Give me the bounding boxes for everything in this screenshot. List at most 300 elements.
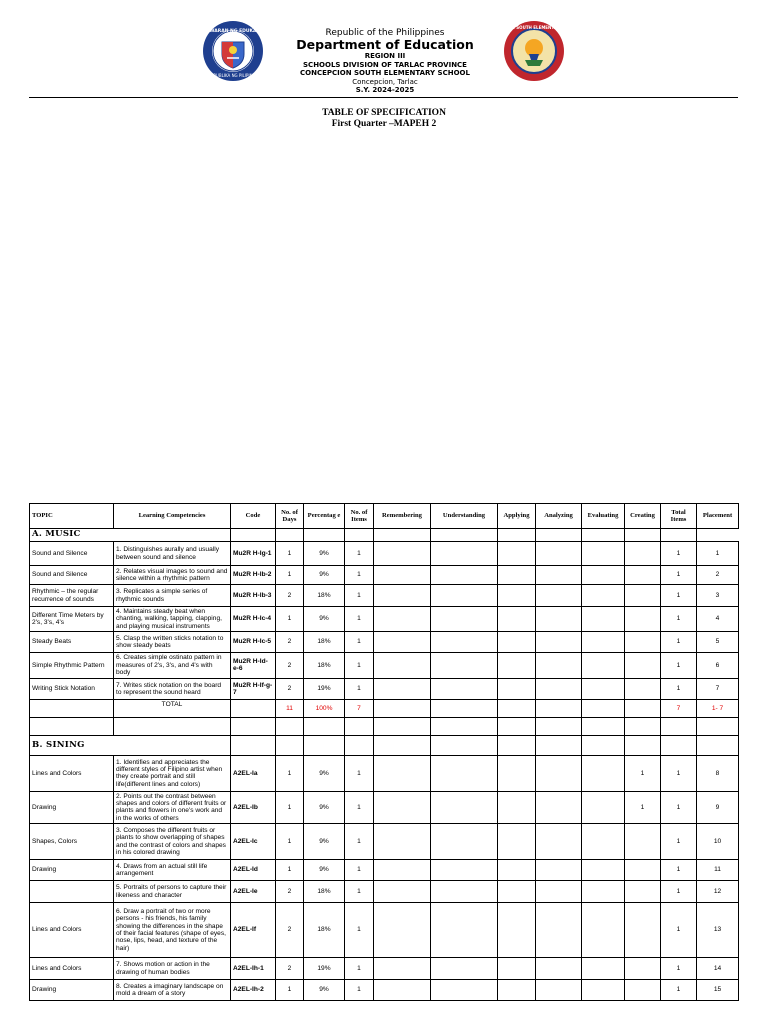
- code-cell: A2EL-Ic: [231, 824, 276, 860]
- items-cell: 1: [345, 542, 374, 566]
- table-row: [30, 652, 739, 678]
- placement-cell: 7: [697, 678, 739, 699]
- code-cell: Mu2R H-Ic-5: [231, 631, 276, 652]
- items-cell: 1: [345, 791, 374, 823]
- table-cell: [498, 755, 536, 791]
- table-row: [30, 566, 739, 585]
- table-cell: [431, 529, 498, 542]
- creating-cell: [625, 980, 661, 1001]
- days-cell: 2: [276, 903, 304, 958]
- svg-text:KAGAWARAN NG EDUKASYON: KAGAWARAN NG EDUKASYON: [195, 29, 271, 34]
- competency-cell: 1. Distinguishes aurally and usually between sound and silence: [114, 542, 231, 566]
- table-cell: [536, 958, 582, 980]
- header-code: Code: [231, 504, 276, 529]
- table-cell: [582, 860, 625, 881]
- percentage-cell: 9%: [304, 860, 345, 881]
- table-cell: [374, 652, 431, 678]
- days-cell: 2: [276, 881, 304, 903]
- table-cell: [374, 566, 431, 585]
- table-row: [30, 881, 739, 903]
- topic-cell: Writing Stick Notation: [30, 678, 114, 699]
- topic-cell: Steady Beats: [30, 631, 114, 652]
- table-cell: [498, 717, 536, 735]
- section-title-arts: B. SINING: [30, 735, 231, 755]
- table-cell: [582, 980, 625, 1001]
- code-cell: Mu2R H-Ib-3: [231, 585, 276, 607]
- percentage-cell: 9%: [304, 607, 345, 632]
- table-cell: [661, 717, 697, 735]
- percentage-cell: 9%: [304, 755, 345, 791]
- school-line: CONCEPCION SOUTH ELEMENTARY SCHOOL: [300, 69, 470, 77]
- days-cell: 2: [276, 652, 304, 678]
- table-cell: [498, 881, 536, 903]
- code-cell: A2EL-Ih-1: [231, 958, 276, 980]
- header-items: No. of Items: [345, 504, 374, 529]
- items-cell: 1: [345, 860, 374, 881]
- table-cell: [431, 860, 498, 881]
- days-cell: 1: [276, 542, 304, 566]
- table-cell: [431, 631, 498, 652]
- items-cell: 1: [345, 903, 374, 958]
- competency-cell: 7. Shows motion or action in the drawing of human bodies: [114, 958, 231, 980]
- creating-cell: 1: [625, 791, 661, 823]
- table-cell: [498, 566, 536, 585]
- placement-cell: 2: [697, 566, 739, 585]
- table-row: [30, 903, 739, 958]
- creating-cell: [625, 631, 661, 652]
- code-cell: A2EL-Ih-2: [231, 980, 276, 1001]
- table-cell: [374, 958, 431, 980]
- topic-cell: Rhythmic – the regular recurrence of sounds: [30, 585, 114, 607]
- republic-line: Republic of the Philippines: [325, 28, 445, 38]
- region-line: REGION III: [364, 52, 406, 60]
- table-cell: [582, 529, 625, 542]
- table-row: [30, 631, 739, 652]
- placement-cell: 12: [697, 881, 739, 903]
- creating-cell: [625, 678, 661, 699]
- total-items-cell: 1: [661, 652, 697, 678]
- table-cell: [374, 980, 431, 1001]
- table-cell: [231, 735, 276, 755]
- percentage-cell: 9%: [304, 542, 345, 566]
- table-cell: [431, 903, 498, 958]
- table-cell: [345, 735, 374, 755]
- days-cell: 2: [276, 585, 304, 607]
- table-cell: [582, 824, 625, 860]
- table-cell: [498, 607, 536, 632]
- placement-cell: 14: [697, 958, 739, 980]
- table-cell: [431, 607, 498, 632]
- table-row: [30, 607, 739, 632]
- header-remembering: Remembering: [374, 504, 431, 529]
- competency-cell: 3. Replicates a simple series of rhythmic sounds: [114, 585, 231, 607]
- table-cell: [536, 824, 582, 860]
- table-cell: [536, 607, 582, 632]
- table-cell: [498, 824, 536, 860]
- table-cell: [374, 529, 431, 542]
- section-row-arts: [30, 735, 739, 755]
- table-cell: [374, 735, 431, 755]
- table-cell: [498, 631, 536, 652]
- table-cell: [536, 631, 582, 652]
- percentage-cell: 19%: [304, 678, 345, 699]
- creating-cell: 1: [625, 755, 661, 791]
- topic-cell: Simple Rhythmic Pattern: [30, 652, 114, 678]
- table-cell: [498, 678, 536, 699]
- creating-cell: [625, 652, 661, 678]
- total-total-items: 7: [661, 699, 697, 717]
- percentage-cell: 18%: [304, 631, 345, 652]
- header-creating: Creating: [625, 504, 661, 529]
- table-cell: [374, 678, 431, 699]
- table-cell: [498, 652, 536, 678]
- table-cell: [431, 652, 498, 678]
- table-cell: [582, 735, 625, 755]
- table-cell: [374, 585, 431, 607]
- table-cell: [582, 585, 625, 607]
- header-applying: Applying: [498, 504, 536, 529]
- table-cell: [536, 585, 582, 607]
- table-row: [30, 678, 739, 699]
- table-cell: [431, 678, 498, 699]
- table-cell: [276, 735, 304, 755]
- subtitle-line: First Quarter –MAPEH 2: [331, 119, 437, 129]
- table-cell: [498, 542, 536, 566]
- total-placement: 1- 7: [697, 699, 739, 717]
- competency-cell: 1. Identifies and appreciates the different styles of Filipino artist when they create portrait and still life(different lines and colors): [114, 755, 231, 791]
- table-row: [30, 980, 739, 1001]
- table-cell: [431, 735, 498, 755]
- table-cell: [431, 980, 498, 1001]
- code-cell: A2EL-If: [231, 903, 276, 958]
- days-cell: 1: [276, 860, 304, 881]
- topic-cell: Drawing: [30, 791, 114, 823]
- table-cell: [536, 699, 582, 717]
- table-cell: [431, 881, 498, 903]
- table-cell: [30, 717, 114, 735]
- days-cell: 1: [276, 566, 304, 585]
- topic-cell: Different Time Meters by 2's, 3's, 4's: [30, 607, 114, 632]
- table-cell: [231, 699, 276, 717]
- percentage-cell: 9%: [304, 791, 345, 823]
- creating-cell: [625, 860, 661, 881]
- percentage-cell: 18%: [304, 881, 345, 903]
- table-row: [30, 755, 739, 791]
- total-items-cell: 1: [661, 791, 697, 823]
- table-cell: [536, 652, 582, 678]
- total-items-cell: 1: [661, 542, 697, 566]
- table-cell: [374, 755, 431, 791]
- total-row: [30, 699, 739, 717]
- table-cell: [536, 860, 582, 881]
- table-cell: [498, 529, 536, 542]
- table-cell: [582, 958, 625, 980]
- table-cell: [536, 542, 582, 566]
- items-cell: 1: [345, 824, 374, 860]
- letterhead-divider: [29, 97, 738, 98]
- creating-cell: [625, 824, 661, 860]
- days-cell: 1: [276, 824, 304, 860]
- code-cell: Mu2R H-Ib-2: [231, 566, 276, 585]
- table-cell: [582, 652, 625, 678]
- header-total-items: Total Items: [661, 504, 697, 529]
- table-cell: [582, 678, 625, 699]
- table-cell: [625, 699, 661, 717]
- table-cell: [231, 529, 276, 542]
- table-cell: [374, 881, 431, 903]
- percentage-cell: 9%: [304, 824, 345, 860]
- department-line: Department of Education: [296, 37, 474, 52]
- table-cell: [231, 717, 276, 735]
- blank-row: [30, 717, 739, 735]
- items-cell: 1: [345, 607, 374, 632]
- table-cell: [536, 980, 582, 1001]
- items-cell: 1: [345, 958, 374, 980]
- placement-cell: 15: [697, 980, 739, 1001]
- table-cell: [374, 717, 431, 735]
- competency-cell: 5. Portraits of persons to capture their likeness and character: [114, 881, 231, 903]
- creating-cell: [625, 566, 661, 585]
- table-cell: [431, 755, 498, 791]
- letterhead: [0, 0, 768, 100]
- total-items-count: 7: [345, 699, 374, 717]
- percentage-cell: 9%: [304, 566, 345, 585]
- section-row-music: [30, 529, 739, 542]
- table-row: [30, 542, 739, 566]
- table-cell: [30, 699, 114, 717]
- total-items-cell: 1: [661, 881, 697, 903]
- table-cell: [582, 755, 625, 791]
- table-cell: [498, 860, 536, 881]
- total-label: TOTAL: [114, 699, 231, 717]
- table-cell: [431, 585, 498, 607]
- table-cell: [582, 607, 625, 632]
- table-row: [30, 791, 739, 823]
- total-items-cell: 1: [661, 566, 697, 585]
- total-items-cell: 1: [661, 585, 697, 607]
- header-competencies: Learning Competencies: [114, 504, 231, 529]
- code-cell: A2EL-Ia: [231, 755, 276, 791]
- table-cell: [345, 529, 374, 542]
- days-cell: 1: [276, 607, 304, 632]
- table-cell: [661, 529, 697, 542]
- table-cell: [625, 529, 661, 542]
- placement-cell: 8: [697, 755, 739, 791]
- table-cell: [345, 717, 374, 735]
- table-cell: [697, 717, 739, 735]
- table-cell: [276, 529, 304, 542]
- table-cell: [498, 791, 536, 823]
- table-cell: [536, 678, 582, 699]
- header-understanding: Understanding: [431, 504, 498, 529]
- topic-cell: Sound and Silence: [30, 566, 114, 585]
- section-title-music: A. MUSIC: [30, 529, 231, 542]
- percentage-cell: 18%: [304, 903, 345, 958]
- table-cell: [536, 529, 582, 542]
- days-cell: 1: [276, 980, 304, 1001]
- placement-cell: 3: [697, 585, 739, 607]
- header-evaluating: Evaluating: [582, 504, 625, 529]
- letterhead-text: [250, 28, 520, 95]
- header-days: No. of Days: [276, 504, 304, 529]
- table-cell: [374, 542, 431, 566]
- table-cell: [374, 631, 431, 652]
- percentage-cell: 19%: [304, 958, 345, 980]
- table-cell: [498, 735, 536, 755]
- creating-cell: [625, 607, 661, 632]
- table-cell: [625, 735, 661, 755]
- header-row: [30, 504, 739, 529]
- placement-cell: 4: [697, 607, 739, 632]
- topic-cell: Lines and Colors: [30, 958, 114, 980]
- table-cell: [431, 791, 498, 823]
- topic-cell: Drawing: [30, 980, 114, 1001]
- total-days: 11: [276, 699, 304, 717]
- table-cell: [536, 735, 582, 755]
- creating-cell: [625, 903, 661, 958]
- competency-cell: 4. Draws from an actual still life arrangement: [114, 860, 231, 881]
- items-cell: 1: [345, 585, 374, 607]
- table-cell: [276, 717, 304, 735]
- percentage-cell: 18%: [304, 585, 345, 607]
- table-cell: [582, 791, 625, 823]
- creating-cell: [625, 958, 661, 980]
- competency-cell: 5. Clasp the written sticks notation to show steady beats: [114, 631, 231, 652]
- table-row: [30, 585, 739, 607]
- code-cell: Mu2R H-Ig-1: [231, 542, 276, 566]
- creating-cell: [625, 542, 661, 566]
- header-placement: Placement: [697, 504, 739, 529]
- header-topic: TOPIC: [30, 504, 114, 529]
- total-items-cell: 1: [661, 958, 697, 980]
- table-cell: [582, 699, 625, 717]
- table-cell: [498, 958, 536, 980]
- percentage-cell: 18%: [304, 652, 345, 678]
- table-cell: [431, 717, 498, 735]
- competency-cell: 7. Writes stick notation on the board to represent the sound heard: [114, 678, 231, 699]
- table-cell: [498, 903, 536, 958]
- code-cell: A2EL-Ie: [231, 881, 276, 903]
- code-cell: Mu2R H-Id-e-6: [231, 652, 276, 678]
- code-cell: A2EL-Ib: [231, 791, 276, 823]
- days-cell: 2: [276, 678, 304, 699]
- table-cell: [374, 699, 431, 717]
- table-cell: [498, 585, 536, 607]
- days-cell: 1: [276, 791, 304, 823]
- table-cell: [536, 791, 582, 823]
- table-cell: [582, 566, 625, 585]
- placement-cell: 13: [697, 903, 739, 958]
- code-cell: Mu2R H-Ic-4: [231, 607, 276, 632]
- items-cell: 1: [345, 631, 374, 652]
- table-cell: [582, 631, 625, 652]
- table-cell: [536, 881, 582, 903]
- placement-cell: 6: [697, 652, 739, 678]
- total-items-cell: 1: [661, 607, 697, 632]
- items-cell: 1: [345, 566, 374, 585]
- title-line: TABLE OF SPECIFICATION: [322, 108, 446, 118]
- header-percentage: Percentag e: [304, 504, 345, 529]
- svg-text:REPUBLIKA NG PILIPINAS: REPUBLIKA NG PILIPINAS: [208, 73, 258, 78]
- table-row: [30, 824, 739, 860]
- days-cell: 2: [276, 958, 304, 980]
- topic-cell: Sound and Silence: [30, 542, 114, 566]
- items-cell: 1: [345, 980, 374, 1001]
- placement-cell: 10: [697, 824, 739, 860]
- table-cell: [498, 699, 536, 717]
- items-cell: 1: [345, 652, 374, 678]
- competency-cell: 8. Creates a imaginary landscape on mold a dream of a story: [114, 980, 231, 1001]
- competency-cell: 4. Maintains steady beat when chanting, walking, tapping, clapping, and playing musical instruments: [114, 607, 231, 632]
- competency-cell: 2. Relates visual images to sound and silence within a rhythmic pattern: [114, 566, 231, 585]
- table-cell: [374, 860, 431, 881]
- competency-cell: 3. Composes the different fruits or plants to show overlapping of shapes and the contrast of colors and shapes in his colored drawing: [114, 824, 231, 860]
- table-cell: [431, 542, 498, 566]
- table-cell: [536, 903, 582, 958]
- items-cell: 1: [345, 881, 374, 903]
- code-cell: Mu2R H-If-g-7: [231, 678, 276, 699]
- table-cell: [582, 717, 625, 735]
- table-cell: [431, 566, 498, 585]
- placement-cell: 9: [697, 791, 739, 823]
- table-cell: [625, 717, 661, 735]
- table-cell: [304, 529, 345, 542]
- topic-cell: Shapes, Colors: [30, 824, 114, 860]
- creating-cell: [625, 881, 661, 903]
- header-analyzing: Analyzing: [536, 504, 582, 529]
- table-cell: [374, 824, 431, 860]
- table-cell: [536, 717, 582, 735]
- division-line: SCHOOLS DIVISION OF TARLAC PROVINCE: [303, 60, 467, 69]
- table-cell: [304, 717, 345, 735]
- table-cell: [374, 791, 431, 823]
- table-cell: [582, 903, 625, 958]
- total-items-cell: 1: [661, 980, 697, 1001]
- competency-cell: 6. Creates simple ostinato pattern in measures of 2's, 3's, and 4's with body: [114, 652, 231, 678]
- total-items-cell: 1: [661, 903, 697, 958]
- table-row: [30, 860, 739, 881]
- table-cell: [536, 566, 582, 585]
- table-cell: [498, 980, 536, 1001]
- placement-cell: 5: [697, 631, 739, 652]
- items-cell: 1: [345, 678, 374, 699]
- total-items-cell: 1: [661, 631, 697, 652]
- total-items-cell: 1: [661, 678, 697, 699]
- school-seal-logo: [485, 20, 583, 82]
- topic-cell: Lines and Colors: [30, 755, 114, 791]
- days-cell: 2: [276, 631, 304, 652]
- placement-cell: 11: [697, 860, 739, 881]
- table-cell: [536, 755, 582, 791]
- table-cell: [431, 699, 498, 717]
- table-cell: [304, 735, 345, 755]
- placement-cell: 1: [697, 542, 739, 566]
- table-cell: [582, 881, 625, 903]
- document-title: [0, 108, 768, 130]
- competency-cell: 2. Points out the contrast between shapes and colors of different fruits or plants and flowers in one's work and in the works of others: [114, 791, 231, 823]
- creating-cell: [625, 585, 661, 607]
- town-line: Concepcion, Tarlac: [352, 77, 418, 86]
- total-percentage: 100%: [304, 699, 345, 717]
- table-cell: [114, 717, 231, 735]
- percentage-cell: 9%: [304, 980, 345, 1001]
- table-cell: [697, 735, 739, 755]
- total-items-cell: 1: [661, 755, 697, 791]
- topic-cell: Lines and Colors: [30, 903, 114, 958]
- table-cell: [431, 958, 498, 980]
- table-cell: [374, 607, 431, 632]
- table-row: [30, 958, 739, 980]
